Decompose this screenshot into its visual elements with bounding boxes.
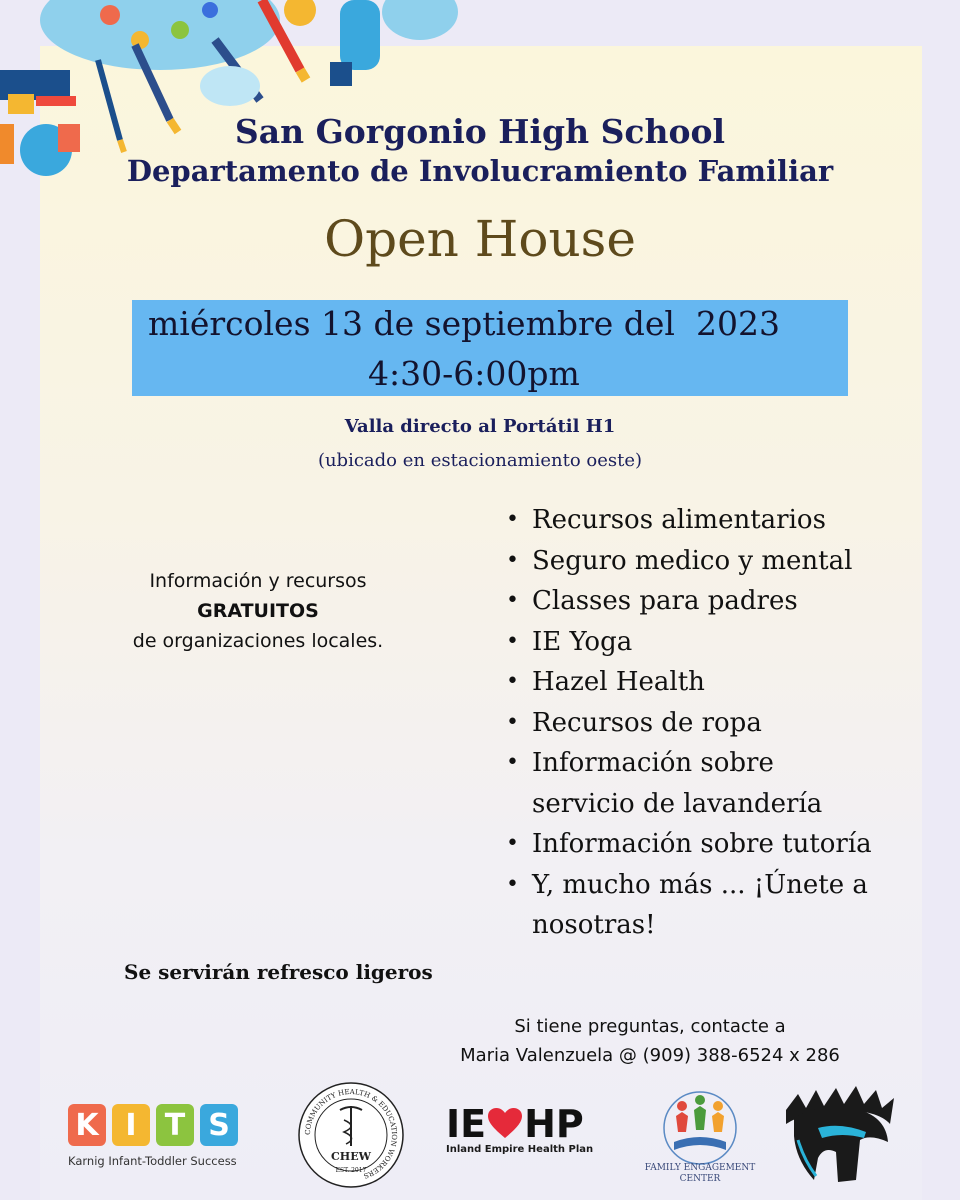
iehp-logo: [446, 1104, 596, 1164]
spartan-helmet-icon: [778, 1080, 898, 1190]
list-item: • Hazel Health: [504, 662, 944, 703]
kits-letter: K: [68, 1104, 106, 1146]
list-item: • IE Yoga: [504, 622, 944, 663]
department-name: Departamento de Involucramiento Familiar: [126, 154, 834, 188]
kits-logo: [68, 1104, 268, 1174]
art-supplies-decoration-icon: [0, 0, 460, 180]
kits-letter: T: [156, 1104, 194, 1146]
chew-seal-icon: [296, 1080, 406, 1190]
family-engagement-icon: [640, 1088, 760, 1188]
fec-line2: CENTER: [679, 1174, 721, 1184]
chew-logo: [296, 1080, 406, 1190]
event-title: Open House: [324, 210, 636, 268]
iehp-wordmark: [446, 1104, 596, 1144]
iehp-subtitle: Inland Empire Health Plan: [446, 1144, 594, 1155]
event-location: Valla directo al Portátil H1: [344, 416, 616, 437]
list-item: • Y, mucho más ... ¡Únete a nosotras!: [504, 865, 892, 946]
list-item: • Recursos alimentarios: [504, 500, 944, 541]
refreshments-note: Se servirán refresco ligeros: [124, 960, 433, 984]
kits-subtitle: Karnig Infant-Toddler Success: [68, 1154, 237, 1168]
heart-icon: [487, 1108, 523, 1140]
contact-block: [400, 1012, 900, 1070]
family-engagement-logo: [640, 1088, 760, 1188]
school-name: San Gorgonio High School: [234, 112, 726, 151]
list-item: • Información sobre servicio de lavandería: [504, 743, 862, 824]
event-location-note: (ubicado en estacionamiento oeste): [317, 450, 643, 471]
list-item: • Classes para padres: [504, 581, 944, 622]
chew-est: EST. 2017: [335, 1167, 367, 1174]
info-line: Información y recursos: [149, 570, 367, 592]
chew-name: CHEW: [331, 1150, 371, 1163]
list-item: • Seguro medico y mental: [504, 541, 944, 582]
iehp-left: IE: [446, 1102, 487, 1146]
kits-letters: [68, 1104, 268, 1146]
event-time: 4:30-6:00pm: [368, 354, 580, 393]
list-item: • Información sobre tutoría: [504, 824, 944, 865]
info-block: [78, 566, 438, 656]
contact-line: Si tiene preguntas, contacte a: [514, 1016, 786, 1037]
info-line: de organizaciones locales.: [132, 630, 384, 652]
list-item: • Recursos de ropa: [504, 703, 944, 744]
info-free-label: GRATUITOS: [197, 600, 319, 622]
kits-letter: I: [112, 1104, 150, 1146]
fec-line1: FAMILY ENGAGEMENT: [644, 1163, 756, 1173]
kits-letter: S: [200, 1104, 238, 1146]
resource-list: [504, 500, 944, 946]
iehp-right: HP: [524, 1102, 584, 1146]
spartan-logo: [778, 1080, 898, 1190]
contact-line: Maria Valenzuela @ (909) 388-6524 x 286: [460, 1045, 840, 1066]
event-date: miércoles 13 de septiembre del 2023: [148, 304, 780, 343]
chew-ring-text: COMMUNITY HEALTH & EDUCATION WORKERS: [303, 1087, 399, 1180]
